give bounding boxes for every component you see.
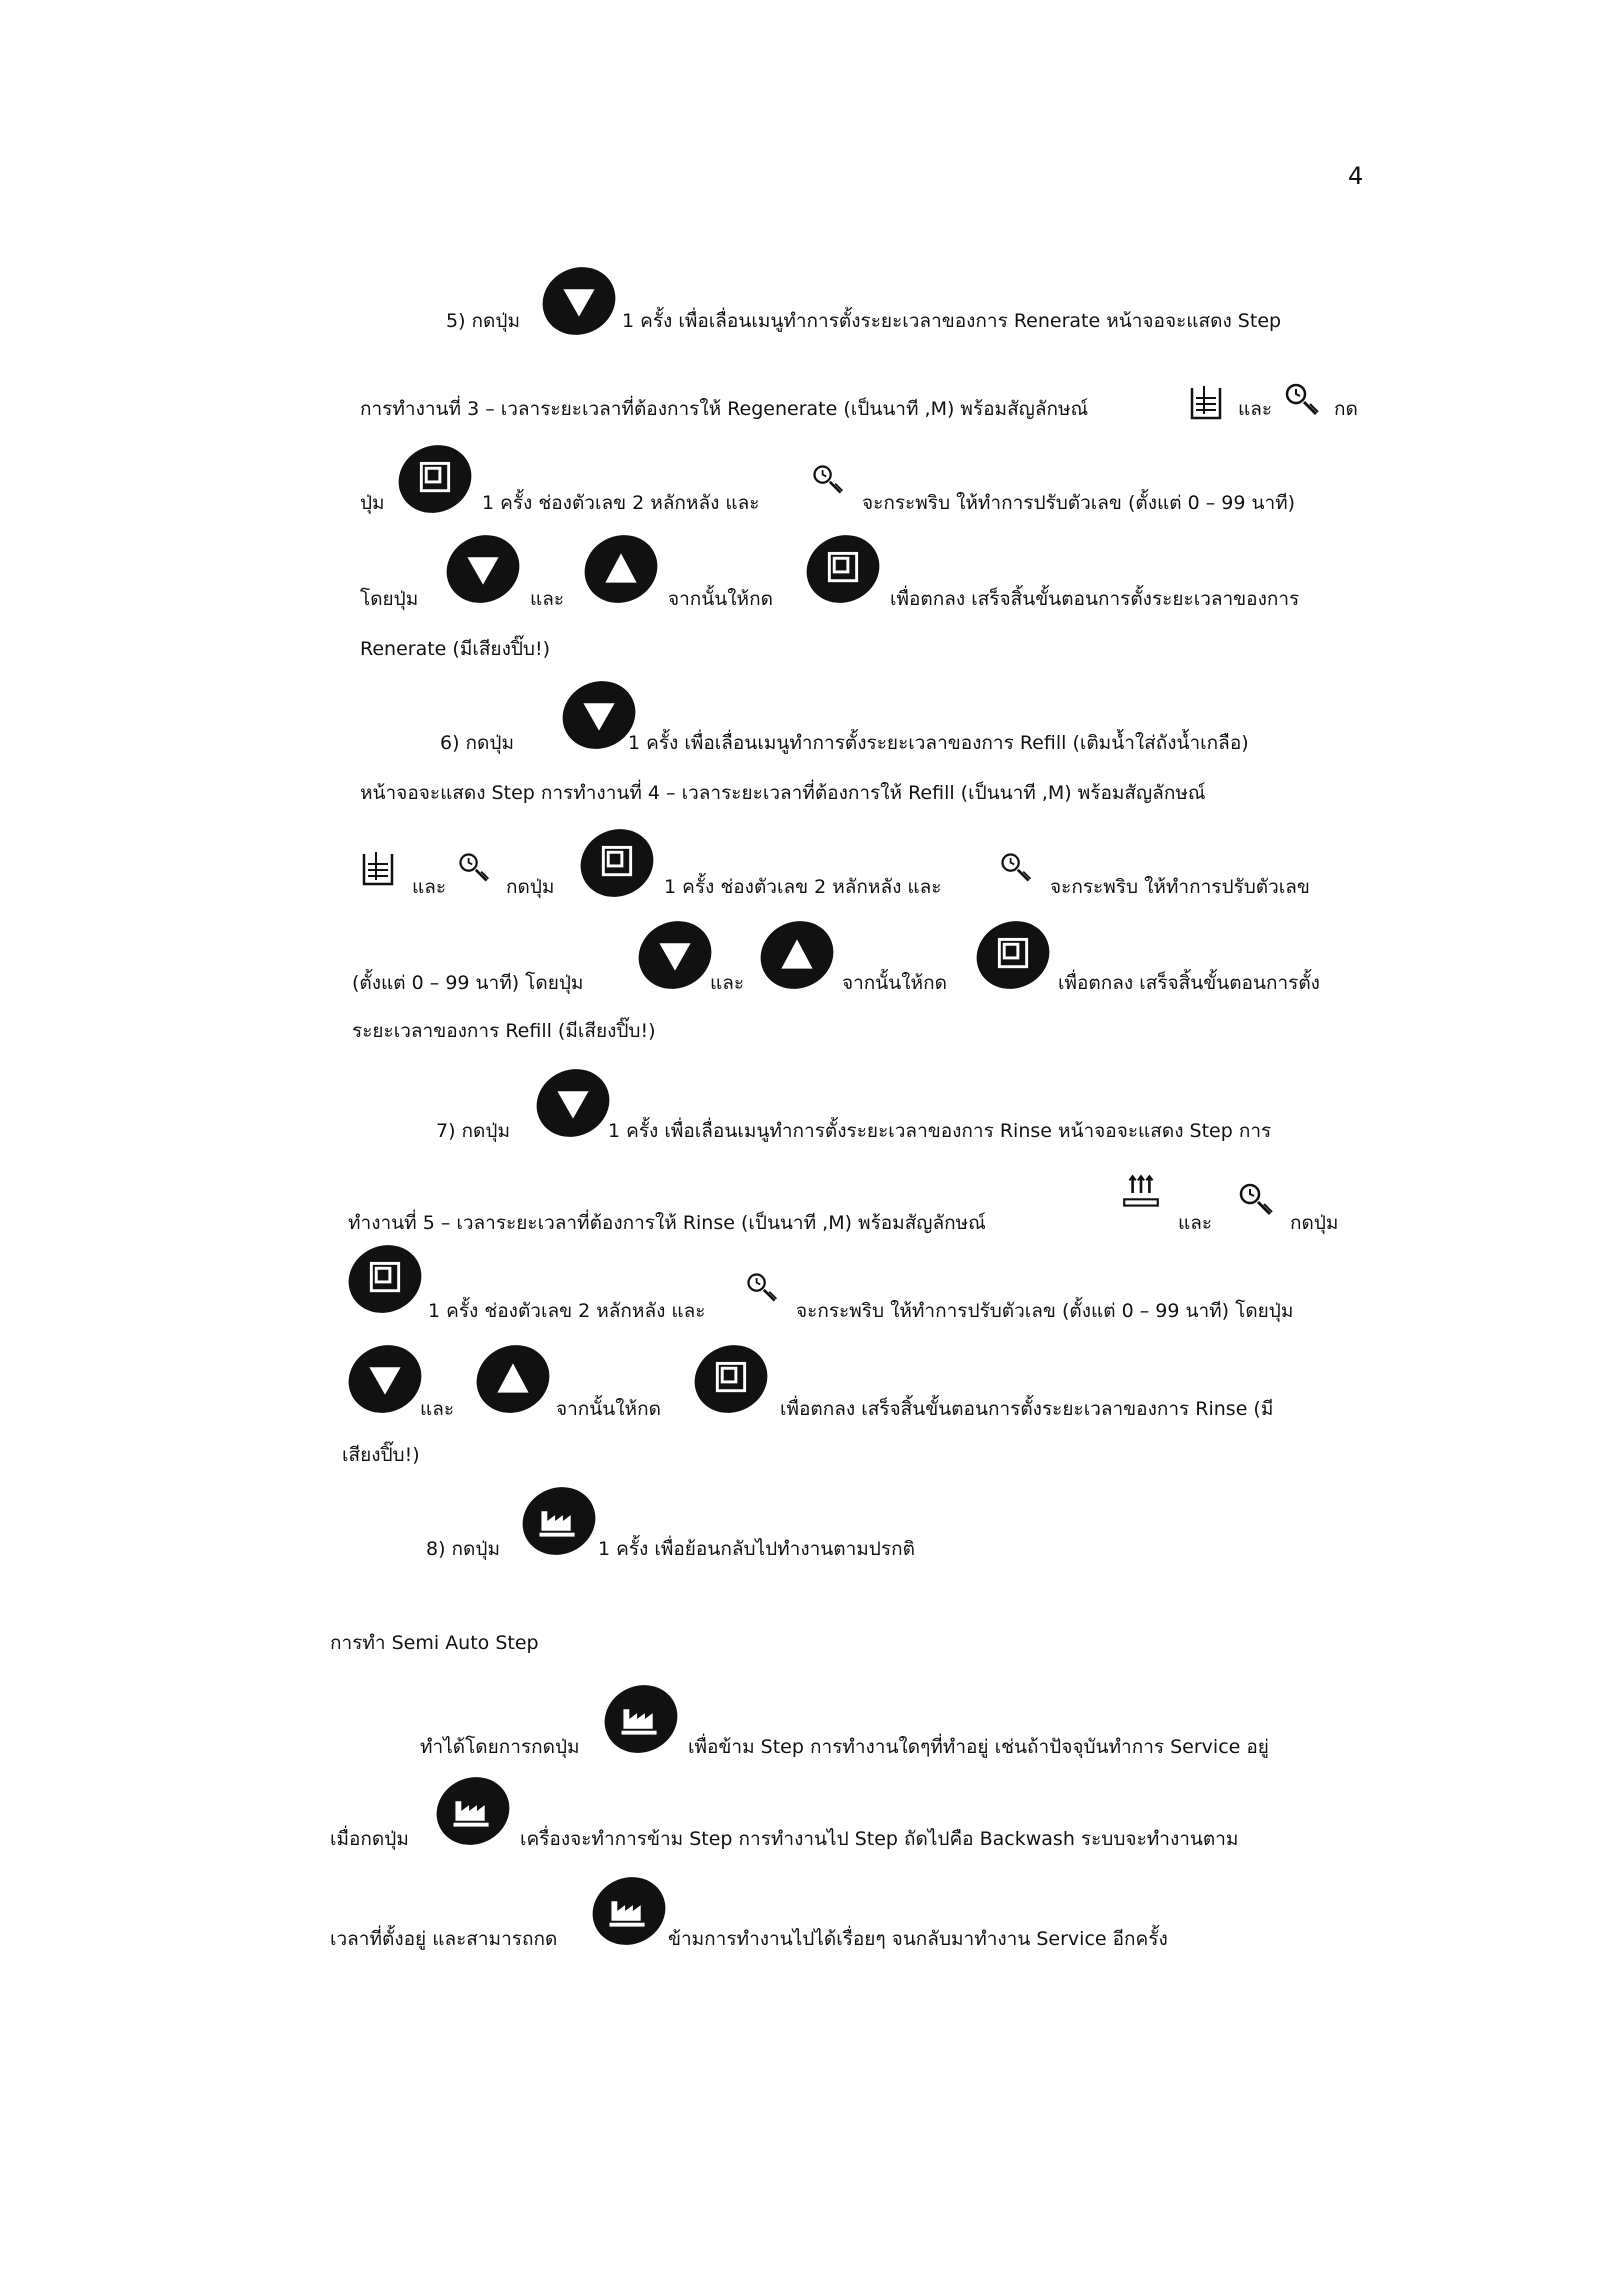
step6-line4-lead: (ตั้งแต่ 0 – 99 นาที) โดยปุ่ม xyxy=(352,972,584,994)
step6-line1-lead: 6) กดปุ่ม xyxy=(440,732,514,754)
clock-symbol-icon xyxy=(456,850,492,886)
step5-line2-press: กด xyxy=(1334,398,1358,420)
step6-line4-then: จากนั้นให้กด xyxy=(842,972,947,994)
step5-line1-text: 1 ครั้ง เพื่อเลื่อนเมนูทำการตั้งระยะเวลาของการ Renerate หน้าจอจะแสดง Step xyxy=(622,310,1282,332)
down-button-icon xyxy=(444,530,522,608)
set-button-icon xyxy=(396,440,474,518)
step7-line2-press: กดปุ่ม xyxy=(1290,1212,1339,1234)
step5-line2-text: การทำงานที่ 3 – เวลาระยะเวลาที่ต้องการให้ Regenerate (เป็นนาที ,M) พร้อมสัญลักษณ์ xyxy=(360,398,1089,420)
down-button-icon xyxy=(534,1064,612,1142)
down-button-icon xyxy=(636,916,714,994)
step5-line4-and: และ xyxy=(530,588,565,610)
semi-auto-heading: การทำ Semi Auto Step xyxy=(330,1632,539,1654)
regen-button-icon xyxy=(602,1680,680,1758)
semi-auto-line2-lead: เมื่อกดปุ่ม xyxy=(330,1828,409,1850)
page-number: 4 xyxy=(1348,162,1364,190)
clock-symbol-icon xyxy=(1282,380,1322,420)
tank-symbol-icon xyxy=(1186,384,1226,424)
step6-line3-and: และ xyxy=(412,876,447,898)
up-button-icon xyxy=(474,1340,552,1418)
tank-symbol-icon xyxy=(358,850,398,890)
semi-auto-line3-text: ข้ามการทำงานไปได้เรื่อยๆ จนกลับมาทำงาน Service อีกครั้ง xyxy=(668,1928,1168,1950)
step6-line3-text: 1 ครั้ง ช่องตัวเลข 2 หลักหลัง และ xyxy=(664,876,942,898)
regen-button-icon xyxy=(520,1482,598,1560)
step6-line5-text: ระยะเวลาของการ Refill (มีเสียงปิ๊บ!) xyxy=(352,1020,656,1042)
step7-line4-and: และ xyxy=(420,1398,455,1420)
clock-symbol-icon xyxy=(744,1270,780,1306)
down-button-icon xyxy=(346,1340,424,1418)
step6-line2-text: หน้าจอจะแสดง Step การทำงานที่ 4 – เวลาระยะเวลาที่ต้องการให้ Refill (เป็นนาที ,M) พร้อมสัญลักษณ์ xyxy=(360,782,1206,804)
semi-auto-line3-lead: เวลาที่ตั้งอยู่ และสามารถกด xyxy=(330,1928,558,1950)
up-button-icon xyxy=(582,530,660,608)
regen-button-icon xyxy=(434,1772,512,1850)
step7-line3-text: 1 ครั้ง ช่องตัวเลข 2 หลักหลัง และ xyxy=(428,1300,706,1322)
down-button-icon xyxy=(540,262,618,340)
step5-line5-text: Renerate (มีเสียงปิ๊บ!) xyxy=(360,638,550,660)
step7-line2-and: และ xyxy=(1178,1212,1213,1234)
set-button-icon xyxy=(692,1340,770,1418)
rinse-symbol-icon xyxy=(1120,1172,1162,1214)
set-button-icon xyxy=(804,530,882,608)
step5-line4-lead: โดยปุ่ม xyxy=(360,588,419,610)
step7-line2-text: ทำงานที่ 5 – เวลาระยะเวลาที่ต้องการให้ Rinse (เป็นนาที ,M) พร้อมสัญลักษณ์ xyxy=(348,1212,986,1234)
set-button-icon xyxy=(346,1240,424,1318)
semi-auto-line1-lead: ทำได้โดยการกดปุ่ม xyxy=(420,1736,580,1758)
step5-line1-lead: 5) กดปุ่ม xyxy=(446,310,520,332)
step7-line4-text: เพื่อตกลง เสร็จสิ้นขั้นตอนการตั้งระยะเวลาของการ Rinse (มี xyxy=(780,1398,1274,1420)
step6-line4-text: เพื่อตกลง เสร็จสิ้นขั้นตอนการตั้ง xyxy=(1058,972,1320,994)
step6-line4-and: และ xyxy=(710,972,745,994)
regen-button-icon xyxy=(590,1872,668,1950)
step5-line2-and: และ xyxy=(1238,398,1273,420)
set-button-icon xyxy=(578,824,656,902)
step5-line3-tail: จะกระพริบ ให้ทำการปรับตัวเลข (ตั้งแต่ 0 – 99 นาที) xyxy=(862,492,1296,514)
step7-line1-lead: 7) กดปุ่ม xyxy=(436,1120,510,1142)
step7-line3-tail: จะกระพริบ ให้ทำการปรับตัวเลข (ตั้งแต่ 0 – 99 นาที) โดยปุ่ม xyxy=(796,1300,1294,1322)
clock-symbol-icon xyxy=(810,462,846,498)
step6-line3-tail: จะกระพริบ ให้ทำการปรับตัวเลข xyxy=(1050,876,1310,898)
step6-line1-text: 1 ครั้ง เพื่อเลื่อนเมนูทำการตั้งระยะเวลาของการ Refill (เติมน้ำใส่ถังน้ำเกลือ) xyxy=(628,732,1249,754)
semi-auto-line1-text: เพื่อข้าม Step การทำงานใดๆที่ทำอยู่ เช่นถ้าปัจจุบันทำการ Service อยู่ xyxy=(688,1736,1269,1758)
step5-line3-lead: ปุ่ม xyxy=(360,492,385,514)
clock-symbol-icon xyxy=(998,850,1034,886)
step7-line5-text: เสียงปิ๊บ!) xyxy=(342,1444,420,1466)
step5-line3-text: 1 ครั้ง ช่องตัวเลข 2 หลักหลัง และ xyxy=(482,492,760,514)
step8-line1-lead: 8) กดปุ่ม xyxy=(426,1538,500,1560)
step5-line4-text: เพื่อตกลง เสร็จสิ้นขั้นตอนการตั้งระยะเวลาของการ xyxy=(890,588,1300,610)
step8-line1-text: 1 ครั้ง เพื่อย้อนกลับไปทำงานตามปรกติ xyxy=(598,1538,915,1560)
step7-line1-text: 1 ครั้ง เพื่อเลื่อนเมนูทำการตั้งระยะเวลาของการ Rinse หน้าจอจะแสดง Step การ xyxy=(608,1120,1272,1142)
step5-line4-then: จากนั้นให้กด xyxy=(668,588,773,610)
down-button-icon xyxy=(560,676,638,754)
clock-symbol-icon xyxy=(1236,1180,1276,1220)
step7-line4-then: จากนั้นให้กด xyxy=(556,1398,661,1420)
semi-auto-line2-text: เครื่องจะทำการข้าม Step การทำงานไป Step ถัดไปคือ Backwash ระบบจะทำงานตาม xyxy=(520,1828,1239,1850)
up-button-icon xyxy=(758,916,836,994)
step6-line3-press: กดปุ่ม xyxy=(506,876,555,898)
set-button-icon xyxy=(974,916,1052,994)
